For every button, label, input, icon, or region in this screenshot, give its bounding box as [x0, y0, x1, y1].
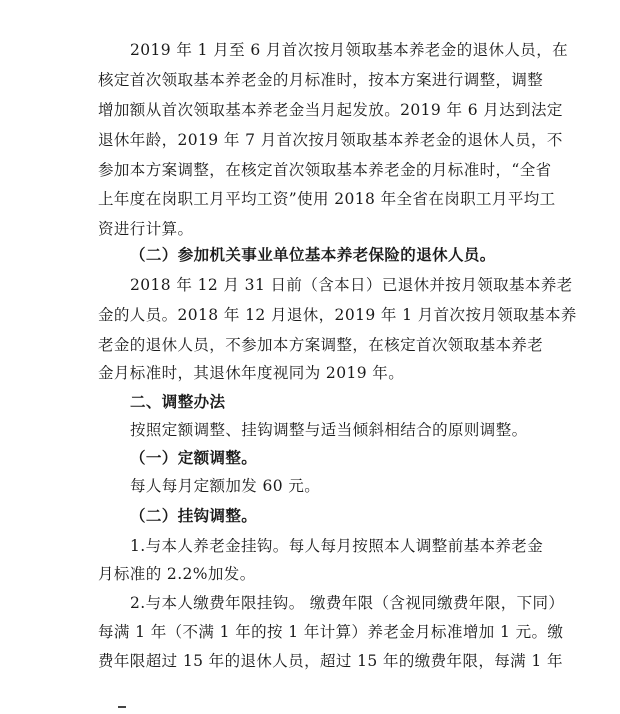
section-heading: （一）定额调整。: [130, 448, 258, 467]
page-number-fragment: [118, 706, 126, 712]
paragraph-line: 2.与本人缴费年限挂钩。 缴费年限（含视同缴费年限，下同）: [130, 594, 565, 612]
paragraph-line: 每满 1 年（不满 1 年的按 1 年计算）养老金月标准增加 1 元。缴: [98, 623, 564, 641]
paragraph-line: 月标准的 2.2%加发。: [98, 565, 256, 583]
paragraph-line: 退休年龄，2019 年 7 月首次按月领取基本养老金的退休人员，不: [98, 131, 563, 149]
paragraph-line: 核定首次领取基本养老金的月标准时，按本方案进行调整，调整: [98, 71, 544, 89]
paragraph-line: 金月标准时，其退休年度视同为 2019 年。: [98, 364, 405, 382]
paragraph-line: 2019 年 1 月至 6 月首次按月领取基本养老金的退休人员，在: [130, 41, 569, 59]
paragraph-line: 按照定额调整、挂钩调整与适当倾斜相结合的原则调整。: [130, 421, 528, 439]
section-heading: （二）参加机关事业单位基本养老保险的退休人员。: [130, 245, 496, 264]
paragraph-line: 资进行计算。: [98, 220, 194, 238]
paragraph-line: 参加本方案调整，在核定首次领取基本养老金的月标准时，“全省: [98, 161, 552, 179]
paragraph-line: 老金的退休人员，不参加本方案调整，在核定首次领取基本养老: [98, 336, 544, 354]
section-heading: 二、调整办法: [130, 392, 226, 411]
section-heading: （二）挂钩调整。: [130, 506, 258, 525]
paragraph-line: 费年限超过 15 年的退休人员，超过 15 年的缴费年限，每满 1 年: [98, 652, 563, 670]
paragraph-line: 增加额从首次领取基本养老金当月起发放。2019 年 6 月达到法定: [98, 101, 563, 119]
paragraph-line: 金的人员。2018 年 12 月退休，2019 年 1 月首次按月领取基本养: [98, 306, 577, 324]
paragraph-line: 上年度在岗职工月平均工资”使用 2018 年全省在岗职工月平均工: [98, 190, 556, 208]
paragraph-line: 1.与本人养老金挂钩。每人每月按照本人调整前基本养老金: [130, 537, 544, 555]
paragraph-line: 每人每月定额加发 60 元。: [130, 477, 321, 495]
paragraph-line: 2018 年 12 月 31 日前（含本日）已退休并按月领取基本养老: [130, 276, 573, 294]
